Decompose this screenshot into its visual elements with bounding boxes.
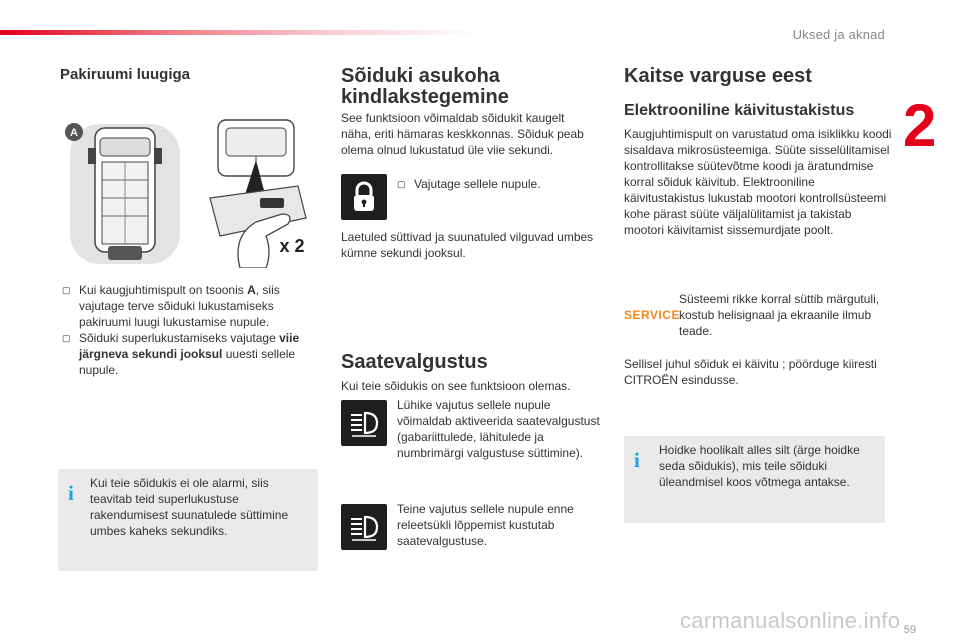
locate-intro-text: See funktsioon võimaldab sõidukit kaugelt näha, eriti hämaras keskkonnas. Sõiduk peab olema olnud lukustatud üle viie sekundi. [341, 111, 584, 157]
lock-instruction: ▢ Vajutage sellele nupule. [397, 177, 541, 191]
info-icon: i [634, 448, 640, 472]
alarm-info-box [58, 469, 318, 571]
escort-press1-text: Lühike vajutus sellele nupule võimaldab aktiveerida saatevalgustust (gabariittulede, lähitulede ja numbrimärgi valgustuse süttimine). [397, 398, 600, 460]
press-twice-label: x 2 [279, 236, 305, 256]
lock-icon [341, 174, 387, 220]
watermark: carmanualsonline.info [680, 608, 901, 633]
headlight-icon [341, 504, 387, 550]
tailgate-instructions [62, 282, 312, 378]
zone-a-label: A [70, 127, 78, 139]
list-item: ▢ Kui kaugjuhtimispult on tsoonis A, siis vajutage terve sõiduki lukustamiseks pakiruumi luugi lukustamise nupule. [62, 283, 280, 329]
locate-result-text: Laetuled süttivad ja suunatuled vilguvad umbes kümne sekundi jooksul. [341, 230, 594, 260]
keep-label-info-box [624, 436, 885, 523]
service-failure-text: Süsteemi rikke korral süttib märgutuli, kostub helisignaal ja ekraanile ilmub teade. [679, 292, 880, 338]
contact-dealer-text: Sellisel juhul sõiduk ei käivitu ; pöörduge kiiresti CITROËN esindusse. [624, 357, 877, 387]
immobiliser-subheading: Elektrooniline käivitustakistus [624, 102, 855, 119]
square-bullet-icon: ▢ [397, 179, 406, 189]
headlight-icon [341, 400, 387, 446]
locate-vehicle-heading: Sõiduki asukoha kindlakstegemine [341, 65, 509, 108]
square-bullet-icon: ▢ [62, 333, 71, 343]
headlight-button-icon-1 [341, 400, 387, 446]
chapter-number: 2 [903, 92, 937, 159]
headlight-button-icon-2 [341, 504, 387, 550]
key-fob-illustration [60, 118, 315, 268]
escort-press2-text: Teine vajutus sellele nupule enne releetsükli lõppemist kustutab saatevalgustuse. [397, 502, 574, 548]
escort-intro-text: Kui teie sõidukis on see funktsioon olemas. [341, 379, 571, 393]
list-item: ▢ Sõiduki superlukustamiseks vajutage viie järgneva sekundi jooksul uuesti sellele nupule. [62, 331, 300, 377]
immobiliser-body-text: Kaugjuhtimispult on varustatud oma isiklikku koodi sisaldava mikrosüsteemiga. Süüte sisselülitamisel kontrollitakse süütevõtme koodi ja äratundmise korral sõiduk käivitub. Elektrooniline käivitustakistus lukustab mootori kontrollsüsteemi kohe pärast süüte väljalülitamist ja takistab mootori käivitamist sissemurdjate poolt. [624, 127, 892, 237]
lock-button-icon [341, 174, 387, 220]
info-icon: i [68, 481, 74, 505]
alarm-info-text: Kui teie sõidukis ei ole alarmi, siis teavitab teid superlukustuse rakendumisest suunatulede süttimine umbes kaheks sekundiks. [90, 476, 289, 538]
tailgate-heading: Pakiruumi luugiga [60, 66, 191, 83]
theft-protection-heading: Kaitse varguse eest [624, 65, 812, 87]
keep-label-text: Hoidke hoolikalt alles silt (ärge hoidke seda sõidukis), mis teile sõiduki üleandmisel koos võtmega antakse. [659, 443, 860, 489]
escort-lighting-heading: Saatevalgustus [341, 351, 488, 373]
service-warning-icon: SERVICE [624, 308, 680, 322]
page-number: 59 [903, 624, 916, 636]
square-bullet-icon: ▢ [62, 285, 71, 295]
top-accent-rule [0, 30, 480, 35]
section-title: Uksed ja aknad [792, 27, 885, 42]
